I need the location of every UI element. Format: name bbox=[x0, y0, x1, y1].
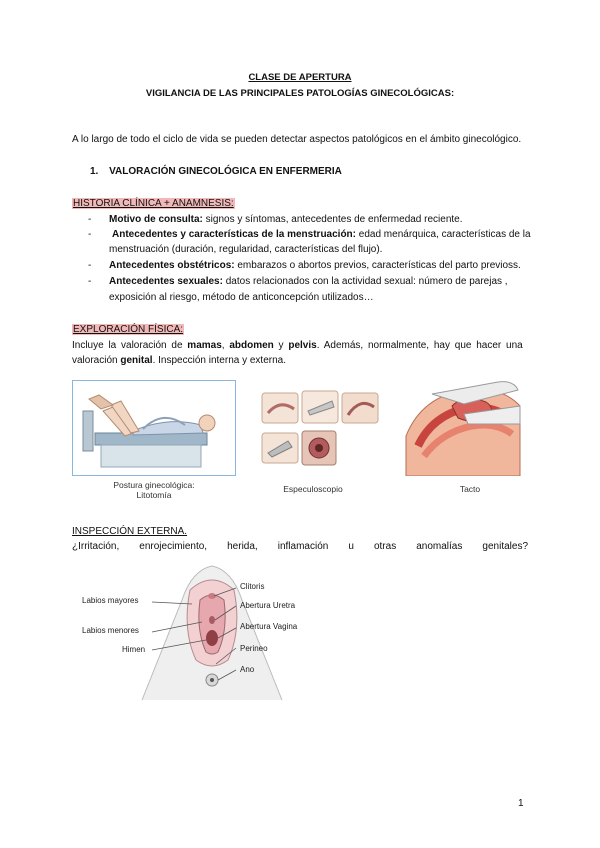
list-item: - Antecedentes obstétricos: embarazos o abortos previos, características del parto previoss. bbox=[88, 260, 521, 271]
list-item: - Antecedentes sexuales: datos relacionados con la actividad sexual: número de parejas , bbox=[88, 276, 508, 287]
exploracion-heading: EXPLORACIÓN FÍSICA: bbox=[73, 324, 184, 335]
inspeccion-question: ¿Irritación, enrojecimiento, herida, inflamación u otras anomalías genitales? bbox=[72, 541, 528, 552]
label-labios-menores: Labios menores bbox=[82, 626, 139, 635]
page-title: CLASE DE APERTURA bbox=[248, 72, 352, 83]
page-number: 1 bbox=[518, 798, 524, 809]
list-item: - Antecedentes y características de la menstruación: edad menárquica, características de la bbox=[88, 229, 531, 240]
section-heading bbox=[90, 164, 342, 179]
historia-heading: HISTORIA CLÍNICA + ANAMNESIS: bbox=[73, 198, 234, 209]
anatomy-illustration bbox=[72, 560, 342, 710]
caption-speculum: Especuloscopio bbox=[283, 484, 343, 494]
speculum-illustration bbox=[258, 385, 382, 475]
section-title: VALORACIÓN GINECOLÓGICA EN ENFERMERIA bbox=[109, 166, 342, 177]
label-clitoris: Clitoris bbox=[240, 582, 265, 591]
figure-speculum bbox=[258, 385, 382, 475]
intro-paragraph: A lo largo de todo el ciclo de vida se pueden detectar aspectos patológicos en el ámbito ginecológico. bbox=[72, 134, 522, 145]
caption-tacto: Tacto bbox=[459, 484, 481, 494]
tacto-illustration bbox=[402, 376, 522, 476]
label-ano: Ano bbox=[240, 665, 255, 674]
label-abertura-uretra: Abertura Uretra bbox=[240, 601, 296, 610]
figure-lithotomy bbox=[72, 380, 236, 476]
list-item: - Motivo de consulta: signos y síntomas, antecedentes de enfermedad reciente. bbox=[88, 214, 463, 225]
exploracion-line-2: valoración genital. Inspección interna y externa. bbox=[72, 355, 287, 366]
label-himen: Himen bbox=[122, 645, 146, 654]
caption-lithotomy: Postura ginecológica: Litotomía bbox=[113, 480, 195, 500]
page-subtitle: VIGILANCIA DE LAS PRINCIPALES PATOLOGÍAS GINECOLÓGICAS: bbox=[145, 88, 455, 99]
label-labios-mayores: Labios mayores bbox=[82, 596, 139, 605]
lithotomy-illustration bbox=[73, 381, 235, 475]
list-item-continuation: menstruación (duración, regularidad, características del flujo). bbox=[109, 244, 383, 255]
list-item-continuation: exposición al riesgo, método de anticoncepción utilizados… bbox=[109, 292, 374, 303]
label-perineo: Perineo bbox=[240, 644, 268, 653]
exploracion-line-1: Incluye la valoración de mamas, abdomen y pelvis. Además, normalmente, hay que hacer una bbox=[72, 340, 523, 351]
inspeccion-heading: INSPECCIÓN EXTERNA. bbox=[72, 526, 188, 537]
figure-tacto bbox=[402, 376, 522, 476]
section-number: 1. bbox=[90, 166, 99, 177]
figure-external-anatomy bbox=[72, 560, 342, 710]
label-abertura-vagina: Abertura Vagina bbox=[240, 622, 298, 631]
